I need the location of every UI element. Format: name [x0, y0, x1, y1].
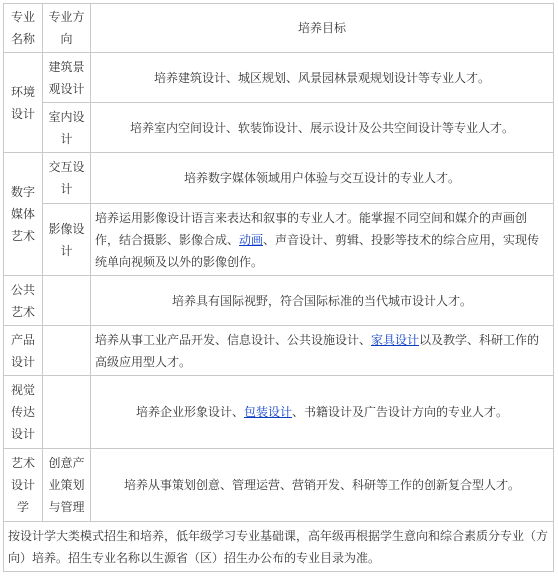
goal-text: 培养运用影像设计语言来表达和叙事的专业人才。能掌握不同空间和媒介的声画创作，结合摄影、影像合成、	[95, 210, 528, 247]
goal-cell: 培养具有国际视野，符合国际标准的当代城市设计人才。	[91, 276, 554, 326]
goal-cell	[91, 376, 554, 449]
table-row	[4, 326, 554, 376]
majors-table	[3, 3, 554, 572]
direction-cell: 交互设计	[43, 153, 91, 204]
packaging-design-link[interactable]: 包装设计	[243, 405, 292, 419]
goal-cell	[91, 326, 554, 376]
goal-text: 、声音设计、剪辑、投影等技术的综合应用，实现传统单向视频及以外的影像创作。	[95, 232, 540, 269]
direction-cell: 建筑景观设计	[43, 53, 91, 103]
major-env: 环境设计	[4, 53, 43, 153]
goal-text: 、书籍设计及广告设计方向的专业人才。	[292, 405, 509, 419]
table-row	[4, 103, 554, 153]
header-direction: 专业方向	[43, 4, 91, 53]
direction-cell: 室内设计	[43, 103, 91, 153]
goal-cell: 培养数字媒体领域用户体验与交互设计的专业人才。	[91, 153, 554, 204]
goal-cell: 培养室内空间设计、软装饰设计、展示设计及公共空间设计等专业人才。	[91, 103, 554, 153]
table-row	[4, 376, 554, 449]
direction-cell: 创意产业策划与管理	[43, 449, 91, 522]
direction-cell-empty	[43, 326, 91, 376]
direction-cell-empty	[43, 276, 91, 326]
goal-text: 以及教学、科研工作的高级应用型人才。	[95, 332, 540, 369]
major-public: 公共艺术	[4, 276, 43, 326]
header-goal: 培养目标	[91, 4, 554, 53]
major-visual: 视觉传达设计	[4, 376, 43, 449]
major-media: 数字媒体艺术	[4, 153, 43, 276]
direction-cell: 影像设计	[43, 204, 91, 276]
goal-text: 培养从事工业产品开发、信息设计、公共设施设计、	[95, 332, 372, 347]
goal-cell	[91, 204, 554, 276]
furniture-design-link[interactable]: 家具设计	[371, 332, 420, 347]
table-row	[4, 53, 554, 103]
major-product: 产品设计	[4, 326, 43, 376]
major-artdesign: 艺术设计学	[4, 449, 43, 522]
table-row	[4, 276, 554, 326]
animation-link[interactable]: 动画	[239, 232, 264, 247]
goal-text: 培养企业形象设计、	[135, 405, 244, 419]
footer-row	[4, 522, 554, 572]
table-row	[4, 153, 554, 204]
direction-cell-empty	[43, 376, 91, 449]
header-row	[4, 4, 554, 53]
goal-cell: 培养从事策划创意、管理运营、营销开发、科研等工作的创新复合型人才。	[91, 449, 554, 522]
footer-note: 按设计学大类模式招生和培养，低年级学习专业基础课，高年级再根据学生意向和综合素质分专业（方向）培养。招生专业名称以生源省（区）招生办公布的专业目录为准。	[4, 522, 554, 572]
table-row	[4, 204, 554, 276]
table-row	[4, 449, 554, 522]
header-major: 专业名称	[4, 4, 43, 53]
goal-cell: 培养建筑设计、城区规划、风景园林景观规划设计等专业人才。	[91, 53, 554, 103]
